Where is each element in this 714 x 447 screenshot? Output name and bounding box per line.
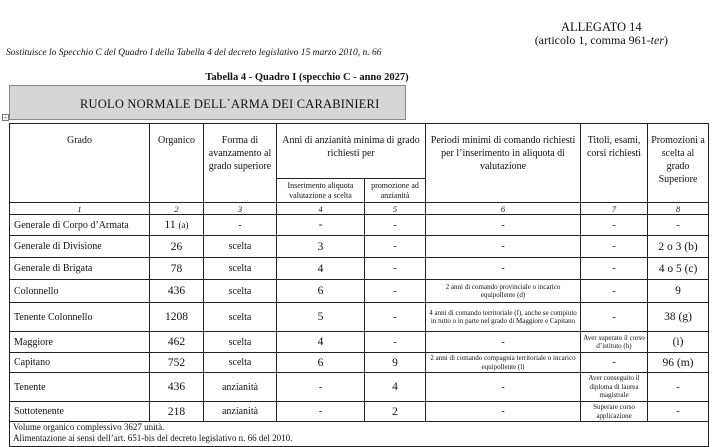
header-row [10, 124, 709, 179]
cell-anni-anzianita: 4 [365, 373, 426, 402]
cell-promozioni: 9 [648, 280, 709, 303]
cell-anni-anzianita: - [365, 332, 426, 353]
cell-titoli: - [581, 353, 648, 373]
organico-value: 11 [164, 219, 176, 231]
cell-titoli: - [581, 258, 648, 280]
cell-anni-anzianita: 9 [365, 353, 426, 373]
table-row [10, 215, 709, 236]
cell-organico: 1208 [150, 303, 204, 332]
cell-titoli: - [581, 236, 648, 258]
ranks-table [9, 123, 709, 447]
cell-grado: Capitano [10, 353, 150, 373]
cell-forma: scelta [204, 353, 277, 373]
column-number: 2 [150, 203, 204, 215]
cell-forma: scelta [204, 280, 277, 303]
header-forma: Forma di avanzamento al grado superiore [204, 124, 277, 203]
column-number: 6 [426, 203, 581, 215]
cell-promozioni: - [648, 215, 709, 236]
cell-titoli: - [581, 215, 648, 236]
table-row [10, 332, 709, 353]
cell-anni-scelta: 4 [277, 332, 365, 353]
allegato-ref-suffix: ) [664, 33, 668, 47]
cell-forma: - [204, 215, 277, 236]
cell-organico: 78 [150, 258, 204, 280]
organico-note: (a) [178, 220, 189, 230]
cell-anni-scelta: 5 [277, 303, 365, 332]
cell-periodi: - [426, 373, 581, 402]
cell-titoli: Superare corso applicazione [581, 402, 648, 422]
cell-titoli: - [581, 280, 648, 303]
cell-anni-scelta: - [277, 402, 365, 422]
footer-row [10, 422, 709, 447]
cell-grado: Tenente Colonnello [10, 303, 150, 332]
header-grado: Grado [10, 124, 150, 203]
cell-promozioni: - [648, 373, 709, 402]
cell-grado: Tenente [10, 373, 150, 402]
header-anni-anzianita: promozione ad anzianità [365, 179, 426, 203]
header-periodi: Periodi minimi di comando richiesti per l’inserimento in aliquota di valutazione [426, 124, 581, 203]
cell-promozioni: (i) [648, 332, 709, 353]
cell-titoli: Aver superato il corso d’istituto (h) [581, 332, 648, 353]
cell-grado: Generale di Corpo d’Armata [10, 215, 150, 236]
table-row [10, 402, 709, 422]
cell-titoli: Aver conseguito il diploma di laurea magistrale [581, 373, 648, 402]
footer-line-alimentazione: Alimentazione ai sensi dell’art. 651-bis del decreto legislativo n. 66 del 2010. [13, 433, 293, 443]
footer-notes [10, 422, 709, 447]
cell-anni-scelta: 6 [277, 353, 365, 373]
table-title: Tabella 4 - Quadro I (specchio C - anno 2027) [205, 72, 409, 83]
table-row [10, 236, 709, 258]
allegato-number: ALLEGATO 14 [561, 20, 642, 34]
cell-forma: anzianità [204, 373, 277, 402]
cell-periodi: 2 anni di comando compagnia territoriale o incarico equipollente (l) [426, 353, 581, 373]
cell-titoli: - [581, 303, 648, 332]
header-anni: Anni di anzianità minima di grado richiesti per [277, 124, 426, 179]
header-anni-scelta: Inserimento aliquota valutazione a scelta [277, 179, 365, 203]
column-number: 3 [204, 203, 277, 215]
cell-periodi: - [426, 236, 581, 258]
cell-anni-anzianita: 2 [365, 402, 426, 422]
cell-periodi: - [426, 332, 581, 353]
table-row [10, 258, 709, 280]
cell-grado: Maggiore [10, 332, 150, 353]
table-row [10, 353, 709, 373]
column-number: 7 [581, 203, 648, 215]
cell-anni-scelta: 4 [277, 258, 365, 280]
cell-anni-anzianita: - [365, 236, 426, 258]
footer-line-volume: Volume organico complessivo 3627 unità. [13, 422, 165, 432]
cell-promozioni: - [648, 402, 709, 422]
cell-anni-anzianita: - [365, 303, 426, 332]
cell-organico: 26 [150, 236, 204, 258]
cell-organico [150, 215, 204, 236]
header-titoli: Titoli, esami, corsi richiesti [581, 124, 648, 203]
cell-forma: scelta [204, 236, 277, 258]
cell-anni-anzianita: - [365, 258, 426, 280]
allegato-heading [535, 21, 668, 47]
cell-promozioni: 2 o 3 (b) [648, 236, 709, 258]
ruolo-banner: RUOLO NORMALE DELL`ARMA DEI CARABINIERI [9, 85, 406, 120]
cell-anni-anzianita: - [365, 280, 426, 303]
cell-forma: scelta [204, 332, 277, 353]
table-row [10, 373, 709, 402]
cell-anni-scelta: - [277, 215, 365, 236]
cell-grado: Generale di Divisione [10, 236, 150, 258]
cell-promozioni: 96 (m) [648, 353, 709, 373]
cell-organico: 436 [150, 373, 204, 402]
cell-periodi: - [426, 258, 581, 280]
column-number: 4 [277, 203, 365, 215]
cell-anni-scelta: 6 [277, 280, 365, 303]
header-organico: Organico [150, 124, 204, 203]
cell-anni-scelta: - [277, 373, 365, 402]
column-number: 1 [10, 203, 150, 215]
cell-organico: 218 [150, 402, 204, 422]
cell-grado: Generale di Brigata [10, 258, 150, 280]
allegato-reference [535, 34, 668, 47]
table-move-handle-icon[interactable]: + [3, 114, 8, 122]
cell-organico: 462 [150, 332, 204, 353]
cell-forma: anzianità [204, 402, 277, 422]
cell-organico: 436 [150, 280, 204, 303]
cell-periodi: 2 anni di comando provinciale o incarico equipollente (d) [426, 280, 581, 303]
allegato-ref-prefix: (articolo 1, comma 961- [534, 33, 651, 47]
header-promozioni: Promozioni a scelta al grado Superiore [648, 124, 709, 203]
cell-periodi: 4 anni di comando territoriale (f), anche se compiuto in tutto o in parte nel grado di Maggiore e Capitano [426, 303, 581, 332]
substitution-note: Sostituisce lo Specchio C del Quadro I della Tabella 4 del decreto legislativo 15 marzo 2010, n. 66 [6, 48, 382, 58]
cell-organico: 752 [150, 353, 204, 373]
column-number-row [10, 203, 709, 215]
cell-anni-anzianita: - [365, 215, 426, 236]
cell-grado: Colonnello [10, 280, 150, 303]
cell-forma: scelta [204, 303, 277, 332]
cell-periodi: - [426, 215, 581, 236]
cell-promozioni: 38 (g) [648, 303, 709, 332]
cell-forma: scelta [204, 258, 277, 280]
cell-periodi: - [426, 402, 581, 422]
cell-grado: Sottotenente [10, 402, 150, 422]
column-number: 5 [365, 203, 426, 215]
table-row [10, 280, 709, 303]
column-number: 8 [648, 203, 709, 215]
allegato-ref-italic: ter [650, 33, 664, 47]
cell-anni-scelta: 3 [277, 236, 365, 258]
table-row [10, 303, 709, 332]
cell-promozioni: 4 o 5 (c) [648, 258, 709, 280]
